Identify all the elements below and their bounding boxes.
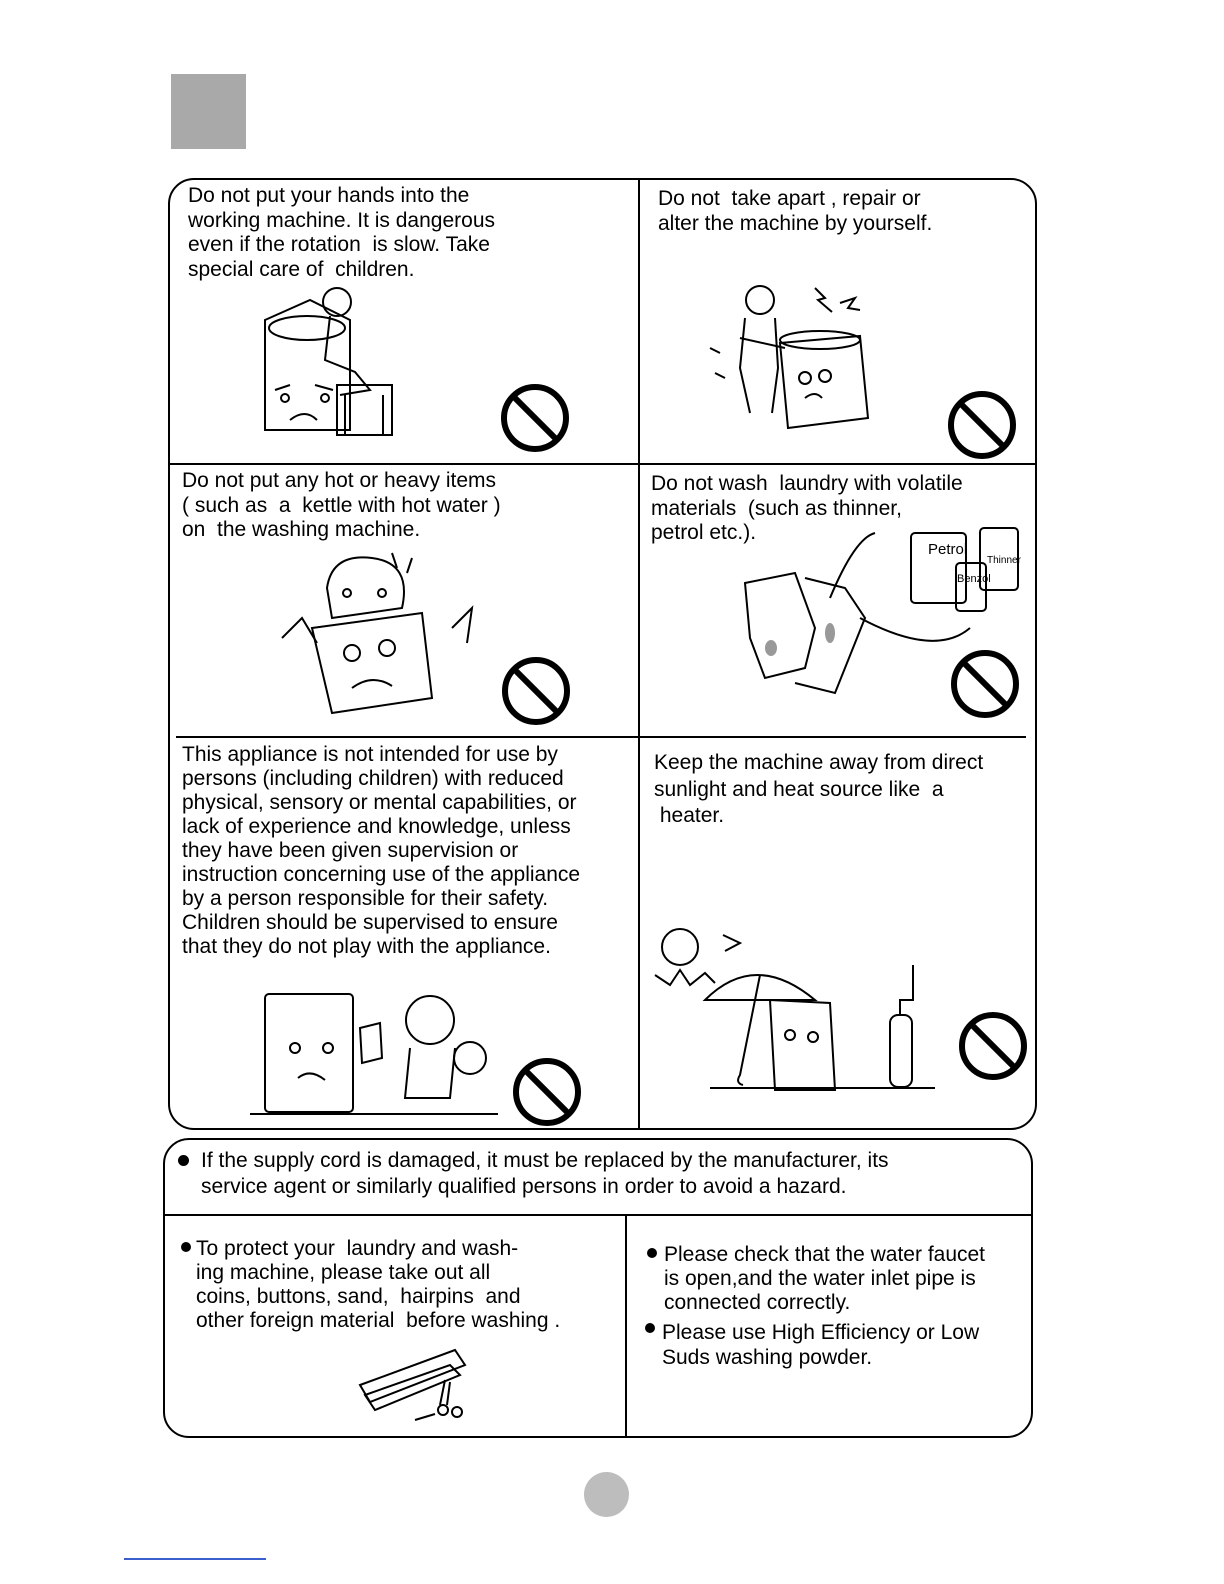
panel-divider-row1 (170, 463, 1035, 465)
prohibited-icon (501, 656, 571, 726)
man-repairing-illustration (700, 278, 875, 443)
warning-volatile-text: Do not wash laundry with volatile materials (such as thinner, petrol etc.). (651, 472, 963, 544)
bullet-icon (181, 1242, 191, 1252)
note-protect-laundry-text: To protect your laundry and wash- ing machine, please take out all coins, buttons, sand, hairpins and other foreign material before washing . (196, 1237, 561, 1332)
note-supply-cord-text: If the supply cord is damaged, it must be replaced by the manufacturer, its service agent or similarly qualified persons in order to avoid a hazard. (201, 1149, 889, 1198)
bullet-icon (178, 1155, 189, 1166)
warning-sunlight-text: Keep the machine away from direct sunlight and heat source like a heater. (654, 751, 984, 827)
child-and-washer-illustration (250, 988, 500, 1116)
sun-umbrella-heater-illustration (645, 925, 940, 1093)
warning-disassemble-text: Do not take apart , repair or alter the machine by yourself. (658, 187, 933, 235)
prohibited-icon (958, 1011, 1028, 1081)
section-marker (171, 74, 246, 149)
bullet-icon (647, 1248, 657, 1258)
prohibited-icon (512, 1057, 582, 1127)
kettle-on-washer-illustration (272, 548, 482, 718)
prohibited-icon (947, 390, 1017, 460)
thinner-label: Thinner (987, 555, 1021, 566)
notes-divider-horizontal (165, 1214, 1031, 1216)
warning-persons-text: This appliance is not intended for use by persons (including children) with reduced physical, sensory or mental capabilities, or lack of experience and knowledge, unless they have been given supervision or instruction concerning use of the appliance by a person responsible for their safety. Children should be supervised to ensure that they do not play with the appliance. (182, 743, 581, 958)
prohibited-icon (950, 649, 1020, 719)
benzol-label: Benzol (957, 573, 991, 585)
warning-heavy-items-text: Do not put any hot or heavy items ( such as a kettle with hot water ) on the washing machine. (182, 469, 501, 541)
footer-link-line (124, 1558, 266, 1560)
notes-divider-vertical (625, 1215, 627, 1436)
page-number-marker (584, 1472, 629, 1517)
note-powder-text: Please use High Efficiency or Low Suds washing powder. (662, 1321, 980, 1369)
panel-divider-row2 (176, 736, 1026, 738)
warning-hands-text: Do not put your hands into the working machine. It is dangerous even if the rotation is slow. Take special care of children. (188, 184, 495, 281)
child-on-washer-illustration (255, 280, 405, 440)
petrol-label: Petrol (928, 541, 968, 558)
bullet-icon (645, 1323, 655, 1333)
panel-divider-vertical (638, 179, 640, 1129)
prohibited-icon (500, 383, 570, 453)
foreign-objects-illustration (355, 1340, 470, 1422)
note-faucet-text: Please check that the water faucet is open,and the water inlet pipe is connected correctly. (664, 1243, 986, 1314)
